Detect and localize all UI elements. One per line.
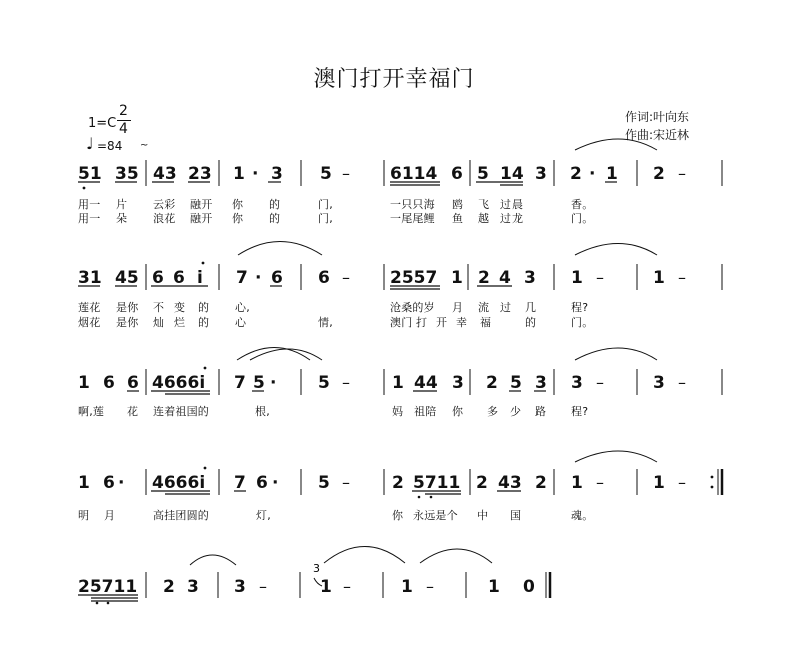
lyric: 门, bbox=[318, 212, 333, 225]
lyric: 明 bbox=[78, 509, 90, 522]
lyric: 妈 bbox=[392, 405, 404, 418]
lyric: 融开 bbox=[190, 198, 213, 211]
lyric: 福 bbox=[480, 316, 492, 329]
lyric: 打 bbox=[416, 316, 428, 329]
dot: · bbox=[270, 373, 277, 393]
lyric: 融开 bbox=[190, 212, 213, 225]
note: 3 bbox=[535, 164, 547, 184]
lyric: 用一 bbox=[78, 212, 101, 225]
note: 6 bbox=[451, 164, 463, 184]
lyric: 香。 bbox=[571, 198, 594, 211]
lyric: 中 bbox=[477, 509, 489, 522]
lyric: 的 bbox=[525, 316, 537, 329]
lyric: 浪花 bbox=[153, 212, 176, 225]
lyricist-credit: 作词:叶向东 bbox=[625, 110, 690, 124]
lyric: 一尾尾鲤 bbox=[390, 212, 435, 225]
staff-row-4 bbox=[78, 451, 722, 498]
lyric: 用一 bbox=[78, 198, 101, 211]
note: 5 bbox=[318, 373, 330, 393]
lyric: 几 bbox=[525, 301, 537, 314]
lyric: 云彩 bbox=[153, 198, 176, 211]
dash: – bbox=[259, 577, 267, 596]
dash: – bbox=[596, 473, 604, 492]
note: 45 bbox=[115, 268, 139, 288]
note: 5 bbox=[510, 373, 522, 393]
lyric: 的 bbox=[198, 301, 210, 314]
quarter-note-icon: ♩ bbox=[86, 134, 94, 153]
dash: – bbox=[678, 373, 686, 392]
lyric: 祖陪 bbox=[414, 405, 437, 418]
note: 1 bbox=[571, 473, 583, 493]
dash: – bbox=[678, 268, 686, 287]
note: 6 bbox=[271, 268, 283, 288]
lyric: 沧桑的岁 bbox=[390, 301, 435, 314]
lyric: 幸 bbox=[456, 316, 468, 329]
dot: · bbox=[255, 268, 262, 288]
dot: · bbox=[272, 473, 279, 493]
note: 6 bbox=[103, 473, 115, 493]
lyric: 灿 bbox=[153, 316, 165, 329]
note: 1 bbox=[320, 577, 332, 597]
note: 6 bbox=[127, 373, 139, 393]
lyric: 不 bbox=[153, 301, 165, 314]
lyric: 心 bbox=[235, 316, 247, 329]
note: 3 bbox=[271, 164, 283, 184]
lyric: 情, bbox=[318, 316, 333, 329]
lyric: 月 bbox=[104, 509, 116, 522]
dash: – bbox=[678, 164, 686, 183]
lyric: 国 bbox=[510, 509, 522, 522]
lyric: 花 bbox=[127, 405, 139, 418]
dash: – bbox=[678, 473, 686, 492]
note: 43 bbox=[153, 164, 177, 184]
note: i bbox=[197, 268, 203, 288]
note: 43 bbox=[498, 473, 522, 493]
lyric: 的 bbox=[269, 212, 281, 225]
lyric: 流 bbox=[478, 301, 490, 314]
staff-row-1 bbox=[78, 139, 722, 189]
lyric: 月 bbox=[452, 301, 464, 314]
lyric: 一只只海 bbox=[390, 198, 435, 211]
lyric: 过 bbox=[500, 198, 512, 211]
lyric: 晨 bbox=[512, 198, 524, 211]
note: 3 bbox=[535, 373, 547, 393]
tempo-marking: =84 bbox=[97, 139, 123, 153]
staff-row-3 bbox=[78, 348, 722, 396]
note: 4666i bbox=[152, 373, 206, 393]
triplet-mark: 3 bbox=[313, 562, 320, 575]
staff-row-5 bbox=[78, 547, 550, 605]
note: 3 bbox=[187, 577, 199, 597]
lyric: 的 bbox=[198, 316, 210, 329]
note: 6 bbox=[103, 373, 115, 393]
note: 35 bbox=[115, 164, 139, 184]
note: 1 bbox=[653, 268, 665, 288]
dash: – bbox=[342, 268, 350, 287]
note: 1 bbox=[78, 473, 90, 493]
note: 1 bbox=[78, 373, 90, 393]
note: 1 bbox=[488, 577, 500, 597]
note: 2 bbox=[653, 164, 665, 184]
note: 6 bbox=[256, 473, 268, 493]
dash: – bbox=[426, 577, 434, 596]
lyric: 是你 bbox=[116, 301, 139, 314]
note: 5711 bbox=[413, 473, 461, 493]
dash: – bbox=[342, 373, 350, 392]
lyric: 片 bbox=[116, 198, 128, 211]
lyric: 高挂团圆的 bbox=[153, 509, 209, 522]
dash: – bbox=[343, 577, 351, 596]
dot: · bbox=[589, 164, 596, 184]
note: 1 bbox=[571, 268, 583, 288]
dash: – bbox=[596, 268, 604, 287]
note: 2 bbox=[486, 373, 498, 393]
note: 5 bbox=[320, 164, 332, 184]
lyric: 过 bbox=[500, 212, 512, 225]
lyric: 你 bbox=[232, 198, 244, 211]
note: 2 bbox=[163, 577, 175, 597]
note: 1 bbox=[653, 473, 665, 493]
note: 6 bbox=[318, 268, 330, 288]
lyric: 你 bbox=[452, 405, 464, 418]
staff-row-2 bbox=[78, 242, 722, 291]
lyric: 烂 bbox=[174, 316, 186, 329]
note: 5 bbox=[253, 373, 265, 393]
lyric: 你 bbox=[232, 212, 244, 225]
note: 51 bbox=[78, 164, 102, 184]
dot: · bbox=[118, 473, 125, 493]
note: 25711 bbox=[78, 577, 138, 597]
note: 14 bbox=[500, 164, 524, 184]
note: 5 bbox=[318, 473, 330, 493]
note: 23 bbox=[188, 164, 212, 184]
note: 6 bbox=[173, 268, 185, 288]
note: 1 bbox=[606, 164, 618, 184]
note: 7 bbox=[234, 373, 246, 393]
lyric: 路 bbox=[535, 405, 547, 418]
lyric: 烟花 bbox=[78, 316, 101, 329]
lyric: 越 bbox=[478, 212, 490, 225]
note: 3 bbox=[653, 373, 665, 393]
note: 4666i bbox=[152, 473, 206, 493]
lyric: 的 bbox=[269, 198, 281, 211]
dash: – bbox=[342, 164, 350, 183]
lyric: 飞 bbox=[478, 198, 490, 211]
note: 3 bbox=[234, 577, 246, 597]
lyric: 永远是个 bbox=[413, 509, 458, 522]
lyric: 门, bbox=[318, 198, 333, 211]
time-signature-top: 2 bbox=[119, 103, 128, 119]
dash: – bbox=[596, 373, 604, 392]
note: 0 bbox=[523, 577, 535, 597]
note: 7 bbox=[236, 268, 248, 288]
note: 4 bbox=[499, 268, 511, 288]
song-title: 澳门打开幸福门 bbox=[313, 67, 475, 92]
lyric: 龙 bbox=[512, 212, 524, 225]
dash: – bbox=[342, 473, 350, 492]
dot: · bbox=[252, 164, 259, 184]
lyric: 鱼 bbox=[452, 212, 464, 225]
lyric: 朵 bbox=[116, 212, 128, 225]
note: 44 bbox=[414, 373, 438, 393]
note: 2 bbox=[570, 164, 582, 184]
lyric: 你 bbox=[392, 509, 404, 522]
lyric: 是你 bbox=[116, 316, 139, 329]
lyric: 过 bbox=[500, 301, 512, 314]
note: 2 bbox=[535, 473, 547, 493]
note: 31 bbox=[78, 268, 102, 288]
note: 7 bbox=[234, 473, 246, 493]
lyric: 魂。 bbox=[571, 509, 594, 522]
composer-credit: 作曲:宋近林 bbox=[625, 128, 690, 142]
lyric: 变 bbox=[174, 301, 186, 314]
lyric: 莲花 bbox=[78, 301, 101, 314]
note: 3 bbox=[452, 373, 464, 393]
note: 3 bbox=[571, 373, 583, 393]
lyric: 啊,莲 bbox=[78, 405, 105, 418]
note: 1 bbox=[401, 577, 413, 597]
note: 2 bbox=[476, 473, 488, 493]
note: 5 bbox=[477, 164, 489, 184]
lyric: 程? bbox=[571, 301, 589, 314]
lyric: 澳门 bbox=[390, 316, 413, 329]
time-signature-bottom: 4 bbox=[119, 121, 128, 137]
lyric: 门。 bbox=[571, 212, 594, 225]
note: 6 bbox=[152, 268, 164, 288]
note: 2 bbox=[478, 268, 490, 288]
lyric: 灯, bbox=[256, 509, 271, 522]
tilde-icon: ~ bbox=[140, 140, 149, 151]
note: 1 bbox=[392, 373, 404, 393]
lyric: 少 bbox=[510, 405, 522, 418]
lyric: 连着祖国的 bbox=[153, 405, 209, 418]
lyric: 门。 bbox=[571, 316, 594, 329]
note: 6114 bbox=[390, 164, 438, 184]
lyric: 程? bbox=[571, 405, 589, 418]
lyric: 根, bbox=[255, 405, 270, 418]
lyric: 多 bbox=[487, 405, 499, 418]
key-signature: 1=C bbox=[88, 116, 117, 131]
note: 1 bbox=[451, 268, 463, 288]
note: 2 bbox=[392, 473, 404, 493]
lyric: 心, bbox=[235, 301, 250, 314]
note: 3 bbox=[524, 268, 536, 288]
lyric: 开 bbox=[436, 316, 448, 329]
note: 1 bbox=[233, 164, 245, 184]
lyric: 鸥 bbox=[452, 198, 464, 211]
note: 2557 bbox=[390, 268, 438, 288]
